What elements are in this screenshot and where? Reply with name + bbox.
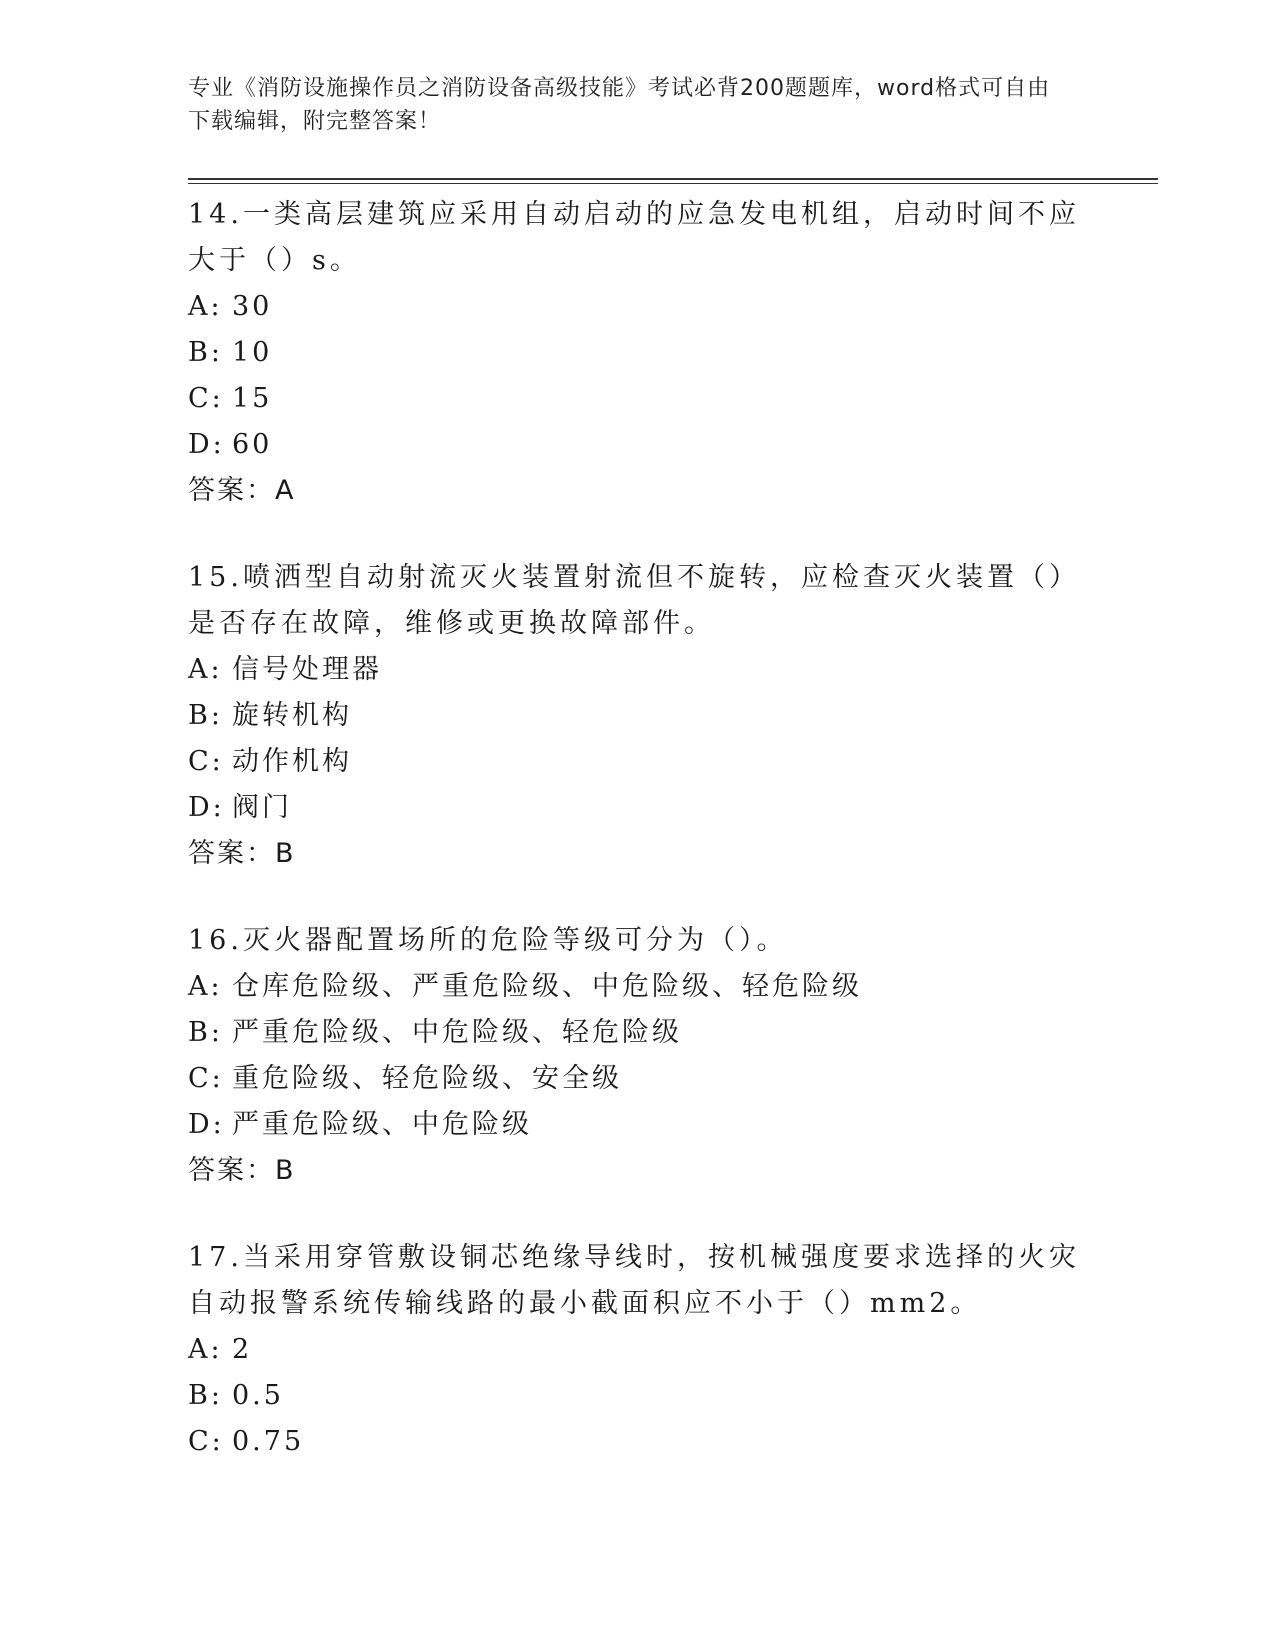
question-17 [188,1235,1088,1465]
option-key: A: [188,654,223,685]
option-text: 仓库危险级、严重危险级、中危险级、轻危险级 [232,971,862,1002]
option-key: A: [188,971,223,1002]
option-d [188,422,1088,468]
option-c [188,739,1088,785]
option-key: B: [188,1017,223,1048]
answer-line: 答案：B [188,1155,296,1186]
question-stem: 16.灭火器配置场所的危险等级可分为（）。 [188,925,788,956]
option-b [188,1373,1088,1419]
option-text: 60 [232,429,273,460]
option-d [188,1102,1088,1148]
option-key: B: [188,700,223,731]
option-d [188,785,1088,831]
option-text: 重危险级、轻危险级、安全级 [232,1063,622,1094]
option-a [188,964,1088,1010]
option-key: C: [188,746,224,777]
question-list [188,192,1088,1506]
question-stem: 17.当采用穿管敷设铜芯绝缘导线时，按机械强度要求选择的火灾自动报警系统传输线路的最小截面积应不小于（）mm2。 [188,1242,1080,1319]
question-14 [188,192,1088,514]
document-header: 专业《消防设施操作员之消防设备高级技能》考试必背200题题库，word格式可自由下载编辑，附完整答案！ [188,76,1051,134]
option-text: 0.5 [232,1380,284,1411]
header-divider-thin [188,183,1158,184]
option-text: 阀门 [232,792,292,823]
option-key: D: [188,1109,225,1140]
option-c [188,1419,1088,1465]
option-text: 动作机构 [232,746,352,777]
option-text: 严重危险级、中危险级、轻危险级 [232,1017,682,1048]
question-stem: 15.喷洒型自动射流灭火装置射流但不旋转，应检查灭火装置（）是否存在故障，维修或更换故障部件。 [188,562,1080,639]
option-key: A: [188,1334,223,1365]
option-text: 30 [232,291,273,322]
option-text: 10 [232,337,273,368]
option-b [188,1010,1088,1056]
option-text: 旋转机构 [232,700,352,731]
option-c [188,376,1088,422]
option-key: B: [188,1380,223,1411]
answer-line: 答案：A [188,475,296,506]
option-key: C: [188,383,224,414]
option-text: 15 [232,383,273,414]
option-key: D: [188,792,225,823]
option-key: C: [188,1063,224,1094]
option-key: C: [188,1426,224,1457]
header-divider-thick [188,178,1158,180]
option-text: 严重危险级、中危险级 [232,1109,532,1140]
option-a [188,1327,1088,1373]
option-key: A: [188,291,223,322]
option-c [188,1056,1088,1102]
option-text: 信号处理器 [232,654,382,685]
option-a [188,647,1088,693]
question-16 [188,918,1088,1194]
answer-line: 答案：B [188,838,296,869]
option-key: B: [188,337,223,368]
question-15 [188,555,1088,877]
option-text: 2 [232,1334,253,1365]
option-key: D: [188,429,225,460]
option-text: 0.75 [232,1426,305,1457]
option-b [188,693,1088,739]
option-a [188,284,1088,330]
option-b [188,330,1088,376]
question-stem: 14.一类高层建筑应采用自动启动的应急发电机组，启动时间不应大于（）s。 [188,199,1080,276]
